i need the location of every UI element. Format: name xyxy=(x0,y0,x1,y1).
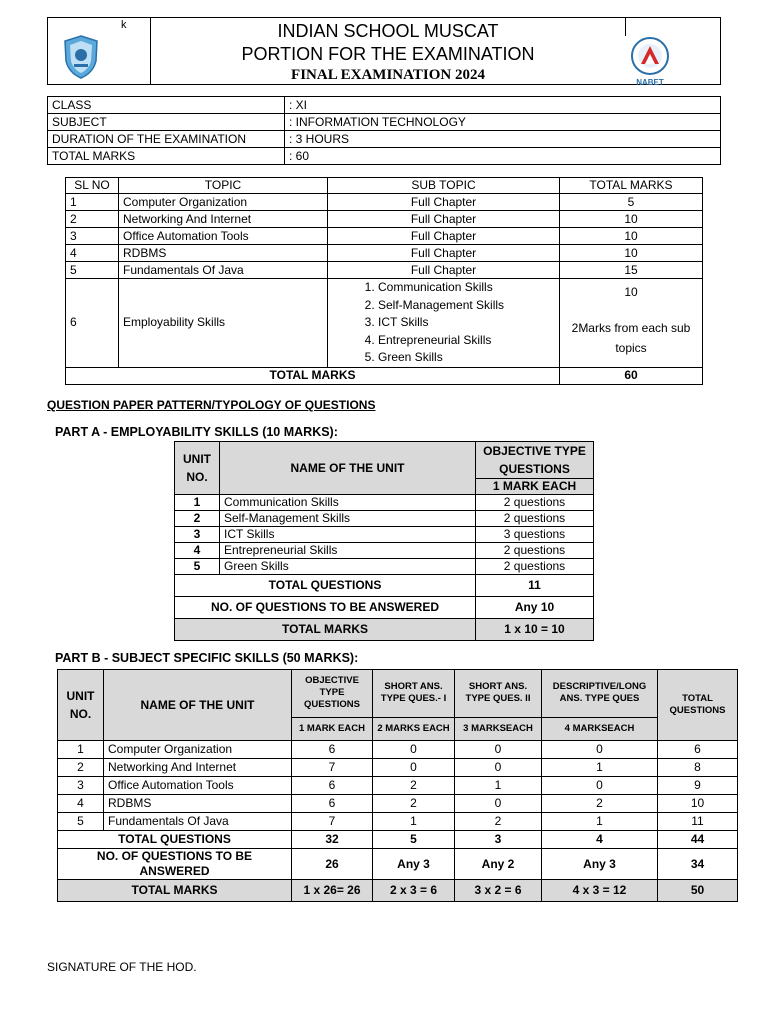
part-b-answered-row-value: Any 2 xyxy=(455,849,542,880)
part-a-row xyxy=(175,543,594,559)
school-name: INDIAN SCHOOL MUSCAT xyxy=(277,21,499,41)
part-b-value: 1 xyxy=(542,759,658,777)
topic-sl: 2 xyxy=(66,211,119,228)
part-a-answered-label: NO. OF QUESTIONS TO BE ANSWERED xyxy=(175,597,476,619)
topic-name: Networking And Internet xyxy=(119,211,328,228)
topic-sl: 4 xyxy=(66,245,119,262)
info-value: : 60 xyxy=(285,148,721,165)
part-b-mark-col4: 4 MARKSEACH xyxy=(542,717,658,740)
part-b-row xyxy=(58,741,738,759)
topics-header-sl: SL NO xyxy=(66,178,119,194)
part-b-value: 0 xyxy=(455,795,542,813)
part-b-answered-row-value: 26 xyxy=(292,849,373,880)
part-b-value: 7 xyxy=(292,813,373,831)
part-b-header-unit: UNIT NO. xyxy=(58,670,104,741)
topic-subtopic: Full Chapter xyxy=(328,228,560,245)
part-b-value: 8 xyxy=(658,759,738,777)
topics-total-label: TOTAL MARKS xyxy=(66,367,560,384)
part-b-total-row-label: TOTAL QUESTIONS xyxy=(58,831,292,849)
part-a-unit-name: Self-Management Skills xyxy=(220,511,476,527)
part-b-row xyxy=(58,795,738,813)
part-b-answered-row-label: NO. OF QUESTIONS TO BE ANSWERED xyxy=(58,849,292,880)
topic-row xyxy=(66,262,703,279)
part-b-unit-name: Networking And Internet xyxy=(104,759,292,777)
topic-marks: 10 xyxy=(624,285,638,299)
part-b-value: 1 xyxy=(455,777,542,795)
part-b-value: 2 xyxy=(455,813,542,831)
part-a-questions: 2 questions xyxy=(476,495,594,511)
part-a-unit-name: Communication Skills xyxy=(220,495,476,511)
part-b-value: 0 xyxy=(542,777,658,795)
subtopic-item: 4. Entrepreneurial Skills xyxy=(378,332,559,350)
info-row xyxy=(48,131,721,148)
part-b-value: 1 xyxy=(542,813,658,831)
info-label: SUBJECT xyxy=(48,114,285,131)
topic-row xyxy=(66,211,703,228)
topics-header-subtopic: SUB TOPIC xyxy=(328,178,560,194)
part-b-marks-row xyxy=(58,880,738,902)
part-a-marks-label: TOTAL MARKS xyxy=(175,619,476,641)
topic-marks: 10 xyxy=(560,245,703,262)
topic-subtopic: Full Chapter xyxy=(328,194,560,211)
part-b-unit-no: 3 xyxy=(58,777,104,795)
topics-header-row xyxy=(66,178,703,194)
subtopic-list xyxy=(328,279,559,367)
part-b-mark-col2: 2 MARKS EACH xyxy=(373,717,455,740)
part-b-table xyxy=(57,669,738,902)
part-a-unit-no: 5 xyxy=(175,559,220,575)
part-a-header-name: NAME OF THE UNIT xyxy=(220,442,476,495)
part-b-value: 0 xyxy=(373,759,455,777)
part-a-marks-row xyxy=(175,619,594,641)
topic-name: RDBMS xyxy=(119,245,328,262)
part-b-unit-no: 2 xyxy=(58,759,104,777)
part-a-unit-name: ICT Skills xyxy=(220,527,476,543)
header-mark: k xyxy=(121,19,127,31)
part-b-header-total: TOTAL QUESTIONS xyxy=(658,670,738,741)
part-b-unit-name: Fundamentals Of Java xyxy=(104,813,292,831)
info-value: : 3 HOURS xyxy=(285,131,721,148)
part-b-value: 6 xyxy=(292,795,373,813)
topic-marks: 15 xyxy=(560,262,703,279)
info-label: TOTAL MARKS xyxy=(48,148,285,165)
part-a-header-mark: 1 MARK EACH xyxy=(476,479,594,495)
part-b-header-col2: SHORT ANS. TYPE QUES.- I xyxy=(373,670,455,718)
part-a-questions: 3 questions xyxy=(476,527,594,543)
part-b-unit-no: 1 xyxy=(58,741,104,759)
part-a-answered-value: Any 10 xyxy=(476,597,594,619)
document-header xyxy=(47,17,721,85)
info-value: : XI xyxy=(285,97,721,114)
part-b-value: 2 xyxy=(542,795,658,813)
topic-marks: 5 xyxy=(560,194,703,211)
part-b-title: PART B - SUBJECT SPECIFIC SKILLS (50 MARKS): xyxy=(55,651,359,665)
topic-name: Computer Organization xyxy=(119,194,328,211)
part-b-value: 0 xyxy=(373,741,455,759)
topic-marks-note: 2Marks from each sub topics xyxy=(571,321,691,355)
part-b-mark-col1: 1 MARK EACH xyxy=(292,717,373,740)
part-a-row xyxy=(175,511,594,527)
pattern-title: QUESTION PAPER PATTERN/TYPOLOGY OF QUESTIONS xyxy=(47,398,376,412)
part-b-unit-name: Computer Organization xyxy=(104,741,292,759)
topic-name: Employability Skills xyxy=(119,279,328,368)
school-logo xyxy=(62,35,100,79)
topic-subtopic: Full Chapter xyxy=(328,262,560,279)
part-b-marks-row-label: TOTAL MARKS xyxy=(58,880,292,902)
topics-table xyxy=(65,177,703,385)
part-b-header-col4: DESCRIPTIVE/LONG ANS. TYPE QUES xyxy=(542,670,658,718)
topic-sl: 1 xyxy=(66,194,119,211)
topics-body xyxy=(66,194,703,279)
info-row xyxy=(48,97,721,114)
part-b-total-row-value: 32 xyxy=(292,831,373,849)
part-b-value: 0 xyxy=(455,759,542,777)
part-b-row xyxy=(58,777,738,795)
info-label: CLASS xyxy=(48,97,285,114)
part-b-body xyxy=(58,741,738,831)
header-divider-right xyxy=(625,18,626,36)
part-b-marks-row-value: 3 x 2 = 6 xyxy=(455,880,542,902)
subtopic-item: 1. Communication Skills xyxy=(378,279,559,297)
topic-name: Office Automation Tools xyxy=(119,228,328,245)
part-b-answered-row-value: 34 xyxy=(658,849,738,880)
nabet-logo xyxy=(628,36,672,88)
part-b-row xyxy=(58,759,738,777)
part-a-header-unit: UNIT NO. xyxy=(175,442,220,495)
part-b-footer xyxy=(58,831,738,902)
part-a-marks-value: 1 x 10 = 10 xyxy=(476,619,594,641)
part-b-answered-row-value: Any 3 xyxy=(373,849,455,880)
part-a-header-objective: OBJECTIVE TYPE QUESTIONS xyxy=(476,442,594,479)
topic-subtopic: Full Chapter xyxy=(328,245,560,262)
part-b-unit-no: 5 xyxy=(58,813,104,831)
part-b-total-row-value: 5 xyxy=(373,831,455,849)
part-b-total-row xyxy=(58,831,738,849)
info-row xyxy=(48,114,721,131)
part-b-value: 2 xyxy=(373,795,455,813)
info-value: : INFORMATION TECHNOLOGY xyxy=(285,114,721,131)
part-b-answered-row xyxy=(58,849,738,880)
part-b-marks-row-value: 4 x 3 = 12 xyxy=(542,880,658,902)
part-a-unit-name: Green Skills xyxy=(220,559,476,575)
part-b-value: 1 xyxy=(373,813,455,831)
part-b-unit-name: RDBMS xyxy=(104,795,292,813)
part-a-title: PART A - EMPLOYABILITY SKILLS (10 MARKS): xyxy=(55,425,338,439)
topic-marks: 10 xyxy=(560,211,703,228)
part-a-unit-no: 3 xyxy=(175,527,220,543)
nabet-text: NABET xyxy=(636,78,664,87)
part-b-value: 6 xyxy=(292,777,373,795)
topic-row xyxy=(66,245,703,262)
part-b-total-row-value: 4 xyxy=(542,831,658,849)
part-b-unit-name: Office Automation Tools xyxy=(104,777,292,795)
topic-sl: 6 xyxy=(66,279,119,368)
part-a-questions: 2 questions xyxy=(476,543,594,559)
part-b-value: 0 xyxy=(542,741,658,759)
part-a-total-row xyxy=(175,575,594,597)
part-b-unit-no: 4 xyxy=(58,795,104,813)
part-a-total-value: 11 xyxy=(476,575,594,597)
part-b-marks-row-value: 1 x 26= 26 xyxy=(292,880,373,902)
part-a-unit-name: Entrepreneurial Skills xyxy=(220,543,476,559)
part-a-unit-no: 1 xyxy=(175,495,220,511)
part-a-row xyxy=(175,559,594,575)
part-a-unit-no: 2 xyxy=(175,511,220,527)
part-b-value: 0 xyxy=(455,741,542,759)
part-b-mark-col3: 3 MARKSEACH xyxy=(455,717,542,740)
part-a-row xyxy=(175,527,594,543)
exam-info-table xyxy=(47,96,721,165)
topic-row xyxy=(66,228,703,245)
topic-sl: 5 xyxy=(66,262,119,279)
topics-total-value: 60 xyxy=(560,367,703,384)
subtopic-item: 3. ICT Skills xyxy=(378,314,559,332)
part-b-marks-row-value: 2 x 3 = 6 xyxy=(373,880,455,902)
part-a-row xyxy=(175,495,594,511)
part-b-value: 6 xyxy=(658,741,738,759)
topic-sl: 3 xyxy=(66,228,119,245)
info-row xyxy=(48,148,721,165)
topic-subtopic: Full Chapter xyxy=(328,211,560,228)
part-a-answered-row xyxy=(175,597,594,619)
part-a-unit-no: 4 xyxy=(175,543,220,559)
part-b-header-col1: OBJECTIVE TYPE QUESTIONS xyxy=(292,670,373,718)
portion-title: PORTION FOR THE EXAMINATION xyxy=(241,44,535,64)
part-b-value: 7 xyxy=(292,759,373,777)
part-a-questions: 2 questions xyxy=(476,559,594,575)
topic-marks: 10 xyxy=(560,228,703,245)
part-b-header-col3: SHORT ANS. TYPE QUES. II xyxy=(455,670,542,718)
part-b-answered-row-value: Any 3 xyxy=(542,849,658,880)
part-a-total-label: TOTAL QUESTIONS xyxy=(175,575,476,597)
part-b-value: 11 xyxy=(658,813,738,831)
topics-header-marks: TOTAL MARKS xyxy=(560,178,703,194)
topic-row-6 xyxy=(66,279,703,368)
subtopic-item: 5. Green Skills xyxy=(378,349,559,367)
topics-total-row xyxy=(66,367,703,384)
part-b-value: 2 xyxy=(373,777,455,795)
exam-info-body xyxy=(48,97,721,165)
topic-row xyxy=(66,194,703,211)
part-a-questions: 2 questions xyxy=(476,511,594,527)
part-b-value: 10 xyxy=(658,795,738,813)
part-b-value: 9 xyxy=(658,777,738,795)
signature-label: SIGNATURE OF THE HOD. xyxy=(47,960,197,974)
part-b-row xyxy=(58,813,738,831)
part-b-value: 6 xyxy=(292,741,373,759)
part-a-table xyxy=(174,441,594,641)
exam-title: FINAL EXAMINATION 2024 xyxy=(291,67,485,83)
part-a-body xyxy=(175,495,594,575)
part-b-marks-row-value: 50 xyxy=(658,880,738,902)
part-b-total-row-value: 44 xyxy=(658,831,738,849)
topic-name: Fundamentals Of Java xyxy=(119,262,328,279)
part-b-header-name: NAME OF THE UNIT xyxy=(104,670,292,741)
subtopic-item: 2. Self-Management Skills xyxy=(378,297,559,315)
info-label: DURATION OF THE EXAMINATION xyxy=(48,131,285,148)
topics-header-topic: TOPIC xyxy=(119,178,328,194)
part-b-total-row-value: 3 xyxy=(455,831,542,849)
